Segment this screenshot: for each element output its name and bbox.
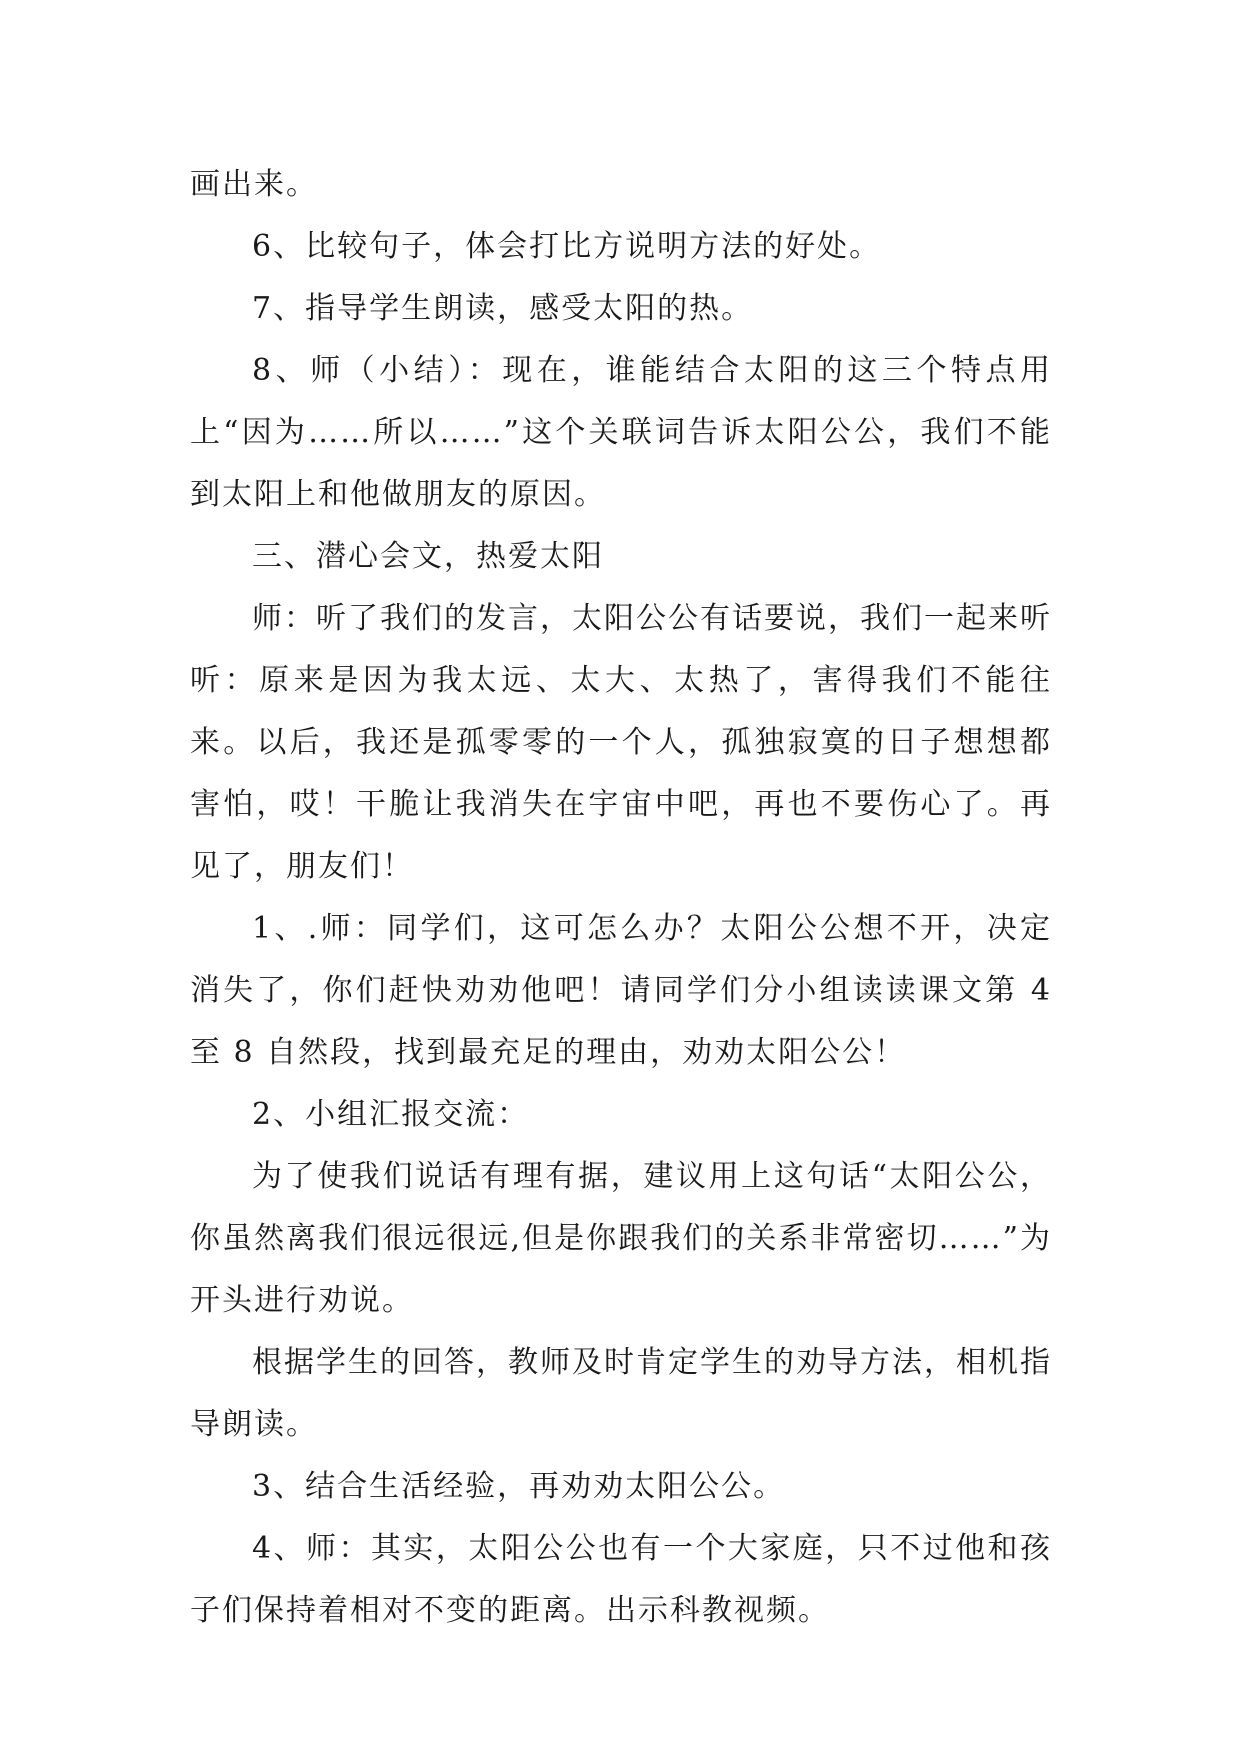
paragraph-item-4: 4、师：其实，太阳公公也有一个大家庭，只不过他和孩子们保持着相对不变的距离。出示科教视频。 xyxy=(190,1531,1052,1628)
document-body xyxy=(190,154,1052,1642)
paragraph-continuation: 画出来。 xyxy=(190,167,318,202)
paragraph-teacher-speech: 师：听了我们的发言，太阳公公有话要说，我们一起来听听：原来是因为我太远、太大、太热了，害得我们不能往来。以后，我还是孤零零的一个人，孤独寂寞的日子想想都害怕，哎！干脆让我消失在宇宙中吧，再也不要伤心了。再见了，朋友们！ xyxy=(190,601,1052,884)
paragraph-step-7: 7、指导学生朗读，感受太阳的热。 xyxy=(252,291,754,326)
paragraph-item-3: 3、结合生活经验，再劝劝太阳公公。 xyxy=(252,1469,786,1504)
paragraph-persuasion-hint: 为了使我们说话有理有据，建议用上这句话“太阳公公，你虽然离我们很远很远,但是你跟我们的关系非常密切……”为开头进行劝说。 xyxy=(190,1159,1052,1318)
paragraph-item-1: 1、.师：同学们，这可怎么办？太阳公公想不开，决定消失了，你们赶快劝劝他吧！请同学们分小组读读课文第 4 至 8 自然段，找到最充足的理由，劝劝太阳公公！ xyxy=(190,911,1052,1070)
paragraph-teacher-feedback: 根据学生的回答，教师及时肯定学生的劝导方法，相机指导朗读。 xyxy=(190,1345,1052,1442)
paragraph-step-8: 8、师（小结）：现在，谁能结合太阳的这三个特点用上“因为……所以……”这个关联词告诉太阳公公，我们不能到太阳上和他做朋友的原因。 xyxy=(190,353,1052,512)
section-heading-3: 三、潜心会文，热爱太阳 xyxy=(252,539,604,574)
paragraph-step-6: 6、比较句子，体会打比方说明方法的好处。 xyxy=(252,229,882,264)
paragraph-item-2: 2、小组汇报交流： xyxy=(252,1097,530,1132)
